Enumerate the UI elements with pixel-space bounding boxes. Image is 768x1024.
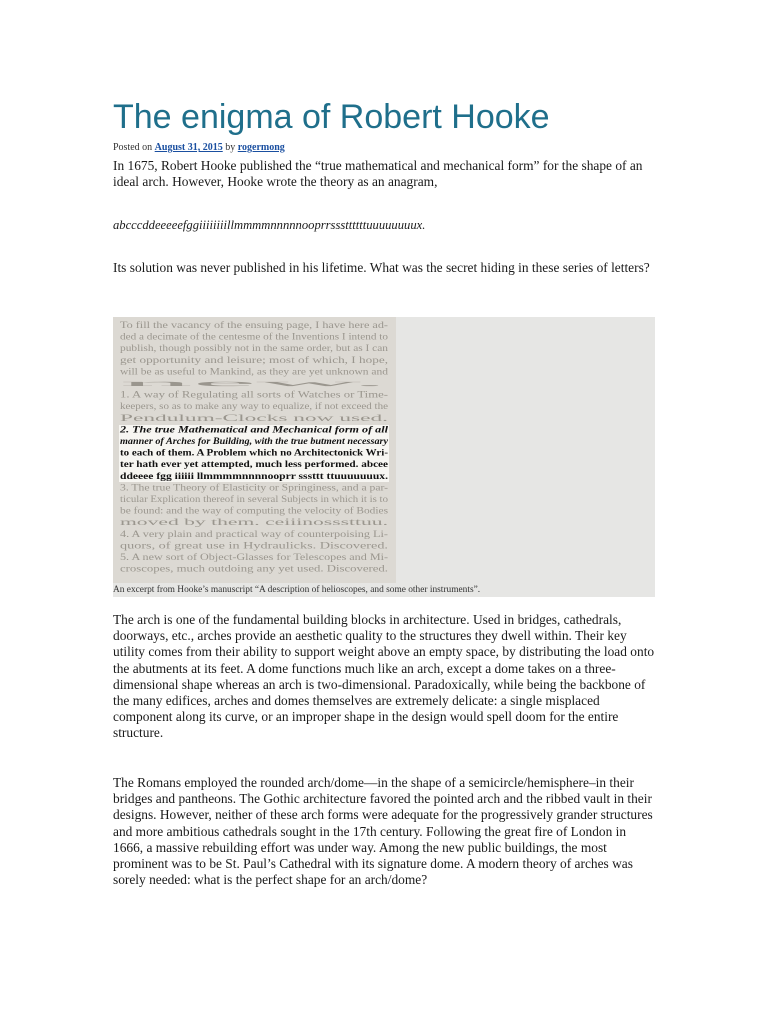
figure-caption: An excerpt from Hooke’s manuscript “A description of helioscopes, and some other instruments”. [113, 585, 481, 595]
paragraph-solution: Its solution was never published in his lifetime. What was the secret hiding in these series of letters? [113, 260, 650, 275]
scan-text-line: publish, though possibly not in the same order, but as I can [120, 343, 389, 354]
manuscript-scan-image [113, 317, 396, 583]
scan-text-line: 5. A new sort of Object-Glasses for Telescopes and Mi- [120, 552, 388, 562]
post-meta [113, 142, 285, 154]
scan-text-line: croscopes, much outdoing any yet used. Discovered. [120, 563, 388, 574]
scan-text-line: moved by them. ceiiinosssttuu. [120, 517, 388, 528]
scan-text-line: will be as useful to Mankind, as they are yet unknown and [120, 366, 389, 377]
scan-text-line: Pendulum-Clocks now used. [120, 412, 388, 423]
scan-text-line: 2. The true Mathematical and Mechanical form of all [118, 424, 389, 435]
scan-text-line: manner of Arches for Building, with the true butment necessary [120, 436, 390, 446]
author-link[interactable]: rogermong [237, 142, 285, 153]
paragraph-romans: The Romans employed the rounded arch/dome—in the shape of a semicircle/hemisphere–in their bridges and pantheons. The Gothic architecture favored the pointed arch and the ribbed vault in their designs. However, neither of these arch forms were adequate for the progressively grander structures and more ambitious cathedrals sought in the 17th century. Following the great fire of London in 1666, a massive rebuilding effort was under way. Among the new public buildings, the most prominent was to be St. Paul’s Cathedral with its signature dome. A modern theory of arches was sorely needed: what is the perfect shape for an arch/dome? [113, 775, 653, 888]
scan-text-line: get opportunity and leisure; most of which, I hope, [120, 354, 388, 365]
post-title: The enigma of Robert Hooke [113, 98, 550, 136]
post-date-link[interactable]: August 31, 2015 [154, 142, 223, 153]
scan-text-line: keepers, so as to make any way to equalize, if not exceed the [120, 401, 388, 412]
scan-text-line: quors, of great use in Hydraulicks. Discovered. [120, 540, 388, 551]
scan-text-line: 1. A way of Regulating all sorts of Watches or Time- [120, 389, 389, 400]
manuscript-scan-svg [113, 317, 396, 583]
scan-text-line: ded a decimate of the centesme of the Inventions I intend to [120, 331, 389, 342]
scan-text-line: 3. The true Theory of Elasticity or Springiness, and a par- [120, 482, 389, 493]
scan-text-line: to each of them. A Problem which no Architectonick Wri- [120, 447, 388, 458]
paragraph-anagram: abcccddeeeeefggiiiiiiiillmmmmnnnnnooprrsssttttttuuuuuuuux. [113, 218, 426, 232]
manuscript-figure [113, 317, 655, 597]
scan-text-line: ticular Explication thereof in several Subjects in which it is to [120, 494, 389, 504]
scan-text-line: To fill the vacancy of the ensuing page, I have here ad- [120, 320, 388, 330]
paragraph-intro: In 1675, Robert Hooke published the “true mathematical and mechanical form” for the shape of an ideal arch. However, Hooke wrote the theory as an anagram, [113, 158, 643, 190]
paragraph-arch: The arch is one of the fundamental building blocks in architecture. Used in bridges, cathedrals, doorways, etc., arches provide an aesthetic quality to the structures they dwell within. Their key utility comes from their ability to support weight above an empty space, by distributing the load onto the abutments at its feet. A dome functions much like an arch, except a dome takes on a three-dimensional shape whereas an arch is two-dimensional. Paradoxically, while being the backbone of the many edifices, arches and domes themselves are extremely delicate: a single misplaced component along its curve, or an improper shape in the design would spell doom for the entire structure. [113, 612, 655, 741]
posted-on-label: Posted on [113, 142, 153, 153]
by-label: by [225, 142, 236, 153]
scan-text-line: ddeeee fgg iiiiii llmmmmnnnnooprr sssttt ttuuuuuuux. [120, 470, 388, 481]
scan-text-line: new. [120, 378, 388, 388]
scan-text-line: ter hath ever yet attempted, much less performed. abcee [120, 459, 389, 470]
scan-text-line: 4. A very plain and practical way of counterpoising Li- [120, 528, 388, 539]
scan-text-line: be found: and the way of computing the velocity of Bodies [120, 505, 389, 516]
